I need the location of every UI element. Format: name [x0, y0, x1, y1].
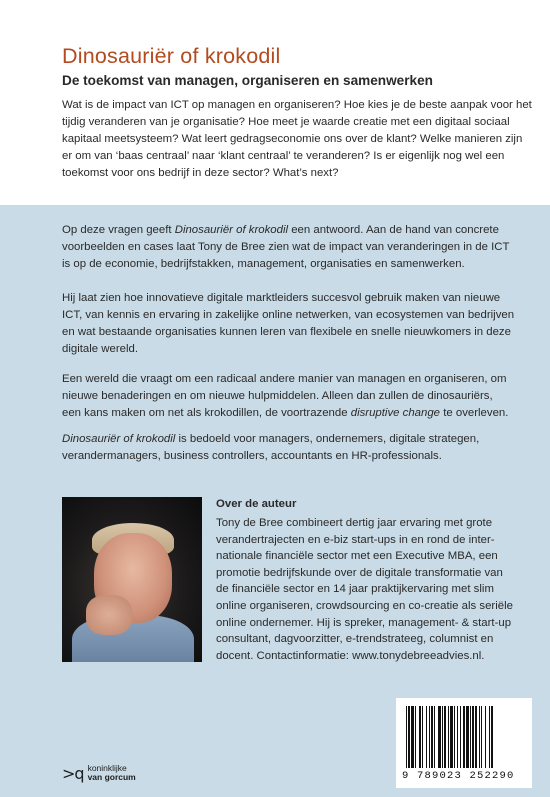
author-bio [216, 515, 536, 664]
paragraph-line [62, 222, 532, 239]
paragraph-line: Een wereld die vraagt om een radicaal andere manier van managen en organiseren, om [62, 373, 507, 385]
bio-line: verandertrajecten en e-biz start-ups in en rond de inter- [216, 533, 495, 546]
author-heading: Over de auteur [216, 498, 297, 510]
author-photo [62, 497, 202, 662]
intro-line: tijdig veranderen van je organisatie? Hoe meet je waarde creatie met een digitaal sociaal [62, 116, 510, 128]
barcode-box [396, 698, 532, 788]
photo-hand [86, 595, 132, 635]
paragraph-line: digitale wereld. [62, 343, 138, 355]
publisher-logo-icon: >q [62, 763, 84, 783]
bio-line: nationale financiële sector met een Executive MBA, een [216, 550, 498, 563]
paragraph-line: voorbeelden en cases laat Tony de Bree zien wat de impact van veranderingen in de ICT [62, 241, 510, 253]
bio-line: consultant, dagvoorzitter, e-trendstrateeg, columnist en [216, 633, 494, 646]
bio-line: Tony de Bree combineert dertig jaar ervaring met grote [216, 517, 493, 529]
bio-line: online organiseren, crowdsourcing en co-creatie als seriële [216, 599, 513, 612]
publisher-logo [62, 762, 136, 784]
paragraph-line: verandermanagers, business controllers, accountants en HR-professionals. [62, 450, 442, 462]
paragraph-answer [62, 222, 532, 273]
barcode-stripe [493, 706, 494, 768]
paragraph-line: ICT, van kennis en ervaring in zakelijke online netwerken, van ecosystemen van bedrijven [62, 309, 515, 321]
intro-line: toekomst voor ons bedrijf in deze sector? What’s next? [62, 167, 339, 179]
paragraph-line: is op de economie, bedrijfstakken, management, organisaties en samenwerken. [62, 258, 465, 270]
bio-line: online ondernemer. Hij is spreker, management- & start-up [216, 616, 512, 629]
paragraph-line: en wat bestaande organisaties kunnen leren van flexibele en snelle nieuwkomers in deze [62, 326, 511, 338]
paragraph-line: nieuwe benaderingen en om nieuwe hulpmiddelen. Alleen dan zullen de dinosauriërs, [62, 390, 493, 402]
text-run: te overleven. [440, 407, 509, 419]
book-title: Dinosauriër of krokodil [62, 44, 281, 68]
text-run: een antwoord. Aan de hand van concrete [288, 224, 499, 236]
paragraph-line: Hij laat zien hoe innovatieve digitale marktleiders succesvol gebruik maken van nieuwe [62, 292, 501, 304]
intro-questions [62, 97, 532, 182]
bio-line: promotie bedrijfskunde over de digitale transformatie van [216, 566, 503, 579]
paragraph-audience [62, 431, 532, 465]
paragraph-line [62, 405, 532, 422]
text-run: een kans maken om net als krokodillen, de voortrazende [62, 407, 351, 419]
barcode-icon [406, 706, 522, 768]
text-run: is bedoeld voor managers, ondernemers, digitale strategen, [175, 433, 480, 445]
publisher-line1: koninklijke [87, 763, 127, 773]
isbn-number: 9 789023 252290 [402, 770, 515, 782]
book-title-italic: Dinosauriër of krokodil [62, 433, 176, 445]
intro-line: kapitaal meetsysteem? Wat leert gedragseconomie ons over de klant? Welke manieren zijn [62, 133, 523, 145]
publisher-name [88, 764, 136, 782]
paragraph-line [62, 431, 532, 448]
italic-term: disruptive change [350, 407, 441, 419]
book-title-italic: Dinosauriër of krokodil [174, 224, 289, 236]
paragraph-world [62, 371, 532, 422]
book-subtitle: De toekomst van managen, organiseren en samenwerken [62, 73, 433, 88]
publisher-line2: van gorcum [87, 772, 136, 782]
text-run: Op deze vragen geeft [62, 224, 175, 236]
bio-line: de financiële sector en 14 jaar praktijkervaring met slim [216, 583, 494, 596]
paragraph-leaders [62, 290, 532, 358]
bio-line: docent. Contactinformatie: www.tonydebreeadvies.nl. [216, 649, 485, 662]
intro-line: Wat is de impact van ICT op managen en organiseren? Hoe kies je de beste aanpak voor het [62, 99, 532, 111]
intro-line: er om van ‘baas centraal’ naar ‘klant centraal’ te veranderen? Is er eigenlijk nog wel een [62, 150, 505, 162]
